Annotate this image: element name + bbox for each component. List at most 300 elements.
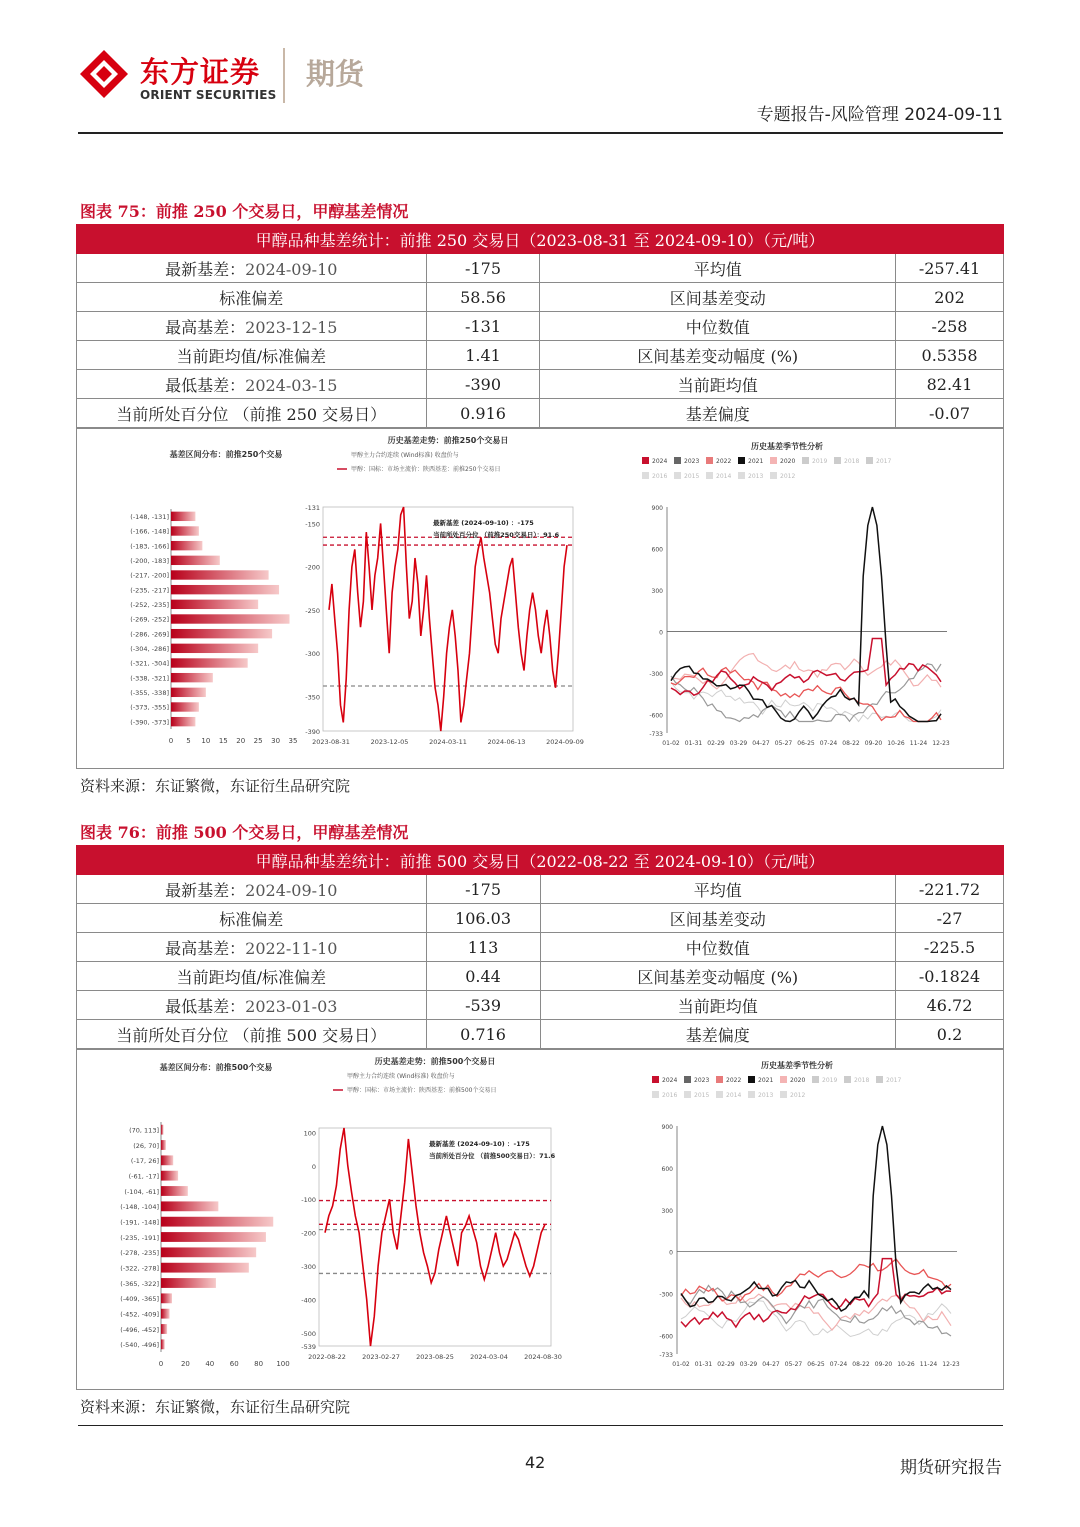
row-label: 区间基差变动幅度 (%) (540, 341, 896, 370)
row-label: 中位数值 (540, 312, 896, 341)
histogram-bar (161, 1263, 249, 1273)
histogram-bar (161, 1217, 273, 1227)
histogram-category-label: (-235, -217] (130, 586, 169, 595)
figure-75-chart-panel (76, 428, 1004, 769)
row-value: 46.72 (896, 991, 1004, 1020)
histogram-bar (171, 702, 199, 711)
seasonal-y-tick-label: -300 (649, 671, 663, 679)
row-label: 基差偏度 (540, 399, 896, 428)
row-label: 标准偏差 (219, 288, 284, 308)
figure-75-charts (77, 429, 1005, 770)
brand-name-cn: 东方证券 (140, 55, 261, 89)
histogram-bar (171, 673, 213, 682)
table-row (77, 962, 1004, 991)
histogram-category-label: (-235, -191] (120, 1233, 159, 1242)
seasonal-x-tick-label: 04-27 (762, 1361, 780, 1368)
histogram-tick-label: 20 (236, 737, 246, 745)
seasonal-legend-label: 2016 (652, 473, 668, 480)
seasonal-y-tick-label: 300 (651, 588, 663, 596)
histogram-bar (171, 717, 195, 726)
trend-title: 历史基差走势：前推500个交易日 (374, 1057, 496, 1066)
seasonal-legend-label: 2016 (662, 1092, 678, 1099)
seasonal-legend-label: 2012 (790, 1092, 806, 1099)
trend-x-tick-label: 2023-02-27 (362, 1353, 400, 1361)
table-header: 甲醇品种基差统计：前推 250 交易日（2023-08-31 至 2024-09-10）（元/吨） (77, 225, 1004, 254)
seasonal-legend-swatch (834, 457, 841, 464)
seasonal-x-tick-label: 11-24 (919, 1361, 938, 1368)
row-label: 最新基差： (165, 880, 246, 900)
histogram-category-label: (-61, -17] (128, 1172, 159, 1181)
seasonal-x-tick-label: 01-31 (694, 1361, 713, 1368)
histogram-bar (161, 1186, 188, 1196)
row-value: -221.72 (896, 875, 1004, 904)
seasonal-legend-swatch (844, 1076, 851, 1083)
seasonal-legend-swatch (876, 1076, 883, 1083)
seasonal-y-tick-label: -733 (659, 1352, 673, 1359)
seasonal-legend-label: 2017 (886, 1077, 902, 1084)
row-value: -131 (426, 312, 540, 341)
figure-75-stats-table (76, 224, 1004, 428)
histogram-bar (171, 512, 195, 521)
trend-series-line (325, 1128, 545, 1346)
seasonal-legend-swatch (642, 457, 649, 464)
trend-y-tick-label: -200 (305, 563, 320, 572)
seasonal-legend-swatch (716, 1076, 723, 1083)
row-value: 82.41 (896, 370, 1004, 399)
row-value: -0.07 (896, 399, 1004, 428)
logo-divider (283, 48, 285, 103)
row-label: 当前距均值/标准偏差 (176, 967, 326, 987)
seasonal-legend-label: 2014 (716, 473, 732, 480)
seasonal-y-tick-label: 600 (661, 1165, 673, 1173)
figure-76-title: 图表 76：前推 500 个交易日，甲醇基差情况 (80, 823, 409, 842)
histogram-bar (171, 570, 269, 579)
row-value: -539 (426, 991, 540, 1020)
row-date: 2024-09-10 (245, 880, 338, 900)
histogram-category-label: (-452, -409] (120, 1310, 159, 1319)
histogram-category-label: (-540, -496] (120, 1341, 159, 1350)
row-value: -27 (896, 904, 1004, 933)
table-row (77, 1020, 1004, 1049)
figure-76-charts (77, 1050, 1005, 1391)
seasonal-x-tick-label: 09-20 (864, 740, 883, 747)
histogram-bar (161, 1171, 178, 1181)
row-value: 113 (426, 933, 540, 962)
seasonal-x-tick-label: 02-29 (717, 1361, 735, 1368)
seasonal-legend-swatch (770, 457, 777, 464)
table-row (77, 312, 1004, 341)
histogram-category-label: (-200, -183] (130, 556, 169, 565)
row-value: 0.44 (426, 962, 540, 991)
figure-76-chart-panel (76, 1049, 1004, 1390)
trend-legend-line2: 甲醇：国标：市场主流价：陕西基差：前推500个交易日 (347, 1087, 497, 1094)
trend-annotation-percentile: 当前所处百分位 （前推250交易日）：91.6 (433, 531, 560, 539)
table-row (77, 904, 1004, 933)
histogram-tick-label: 5 (186, 737, 191, 745)
histogram-category-label: (-321, -304] (130, 659, 169, 668)
row-date: 2024-03-15 (245, 375, 338, 395)
seasonal-x-tick-label: 07-24 (819, 740, 838, 747)
histogram-bar (171, 658, 248, 667)
seasonal-legend-label: 2024 (652, 458, 668, 465)
row-value: 0.5358 (896, 341, 1004, 370)
seasonal-x-tick-label: 10-26 (887, 740, 905, 747)
trend-legend-line1: 甲醇主力合约连续 (Wind标准) 收盘价与 (351, 452, 459, 459)
row-value: 202 (896, 283, 1004, 312)
seasonal-y-tick-label: -733 (649, 731, 663, 738)
trend-x-tick-label: 2023-08-25 (416, 1353, 454, 1361)
seasonal-year-line (671, 668, 941, 722)
page-header (78, 40, 1003, 135)
trend-y-tick-label: -300 (301, 1263, 316, 1272)
row-label: 中位数值 (540, 933, 896, 962)
trend-x-tick-label: 2024-08-30 (524, 1353, 562, 1361)
seasonal-legend-swatch (684, 1091, 691, 1098)
seasonal-legend-swatch (866, 457, 873, 464)
histogram-tick-label: 30 (271, 737, 281, 745)
row-label: 当前所处百分位 （前推 250 交易日） (116, 404, 387, 424)
histogram-bar (171, 600, 258, 609)
seasonal-legend-label: 2021 (758, 1077, 774, 1084)
histogram-category-label: (-322, -278] (120, 1264, 159, 1273)
seasonal-x-tick-label: 06-25 (797, 740, 815, 747)
histogram-bar (171, 629, 272, 638)
trend-x-tick-label: 2023-08-31 (312, 738, 350, 746)
trend-y-tick-label: -200 (301, 1229, 316, 1238)
trend-y-tick-label: -131 (305, 504, 320, 512)
seasonal-year-line (671, 654, 941, 689)
histogram-category-label: (-409, -365] (120, 1295, 159, 1304)
row-value: -175 (426, 875, 540, 904)
row-label: 平均值 (540, 875, 896, 904)
trend-y-tick-label: -100 (301, 1196, 316, 1205)
trend-title: 历史基差走势：前推250个交易日 (387, 436, 509, 445)
seasonal-legend-swatch (812, 1076, 819, 1083)
histogram-bar (171, 644, 258, 653)
histogram-category-label: (-496, -452] (120, 1325, 159, 1334)
row-label: 平均值 (540, 254, 896, 283)
row-label: 基差偏度 (540, 1020, 896, 1049)
seasonal-legend-label: 2015 (684, 473, 700, 480)
seasonal-legend-swatch (642, 472, 649, 479)
histogram-category-label: (-304, -286] (130, 644, 169, 653)
trend-legend-line2: 甲醇：国标：市场主流价：陕西基差：前推250个交易日 (351, 466, 501, 473)
seasonal-legend-swatch (802, 457, 809, 464)
seasonal-x-tick-label: 03-29 (739, 1361, 758, 1368)
histogram-tick-label: 60 (229, 1360, 239, 1368)
row-value: 0.2 (896, 1020, 1004, 1049)
seasonal-legend-swatch (652, 1091, 659, 1098)
figure-75-title: 图表 75：前推 250 个交易日，甲醇基差情况 (80, 202, 409, 221)
histogram-bar (171, 556, 220, 565)
seasonal-x-tick-label: 07-24 (829, 1361, 848, 1368)
seasonal-x-tick-label: 01-02 (672, 1361, 690, 1368)
histogram-category-label: (-390, -373] (130, 718, 169, 727)
histogram-bar (161, 1324, 167, 1334)
seasonal-legend-label: 2023 (694, 1077, 710, 1084)
seasonal-x-tick-label: 02-29 (707, 740, 725, 747)
histogram-bar (171, 585, 279, 594)
row-date: 2024-09-10 (245, 259, 338, 279)
row-label: 标准偏差 (219, 909, 284, 929)
histogram-category-label: (-252, -235] (130, 600, 169, 609)
seasonal-legend-swatch (706, 457, 713, 464)
seasonal-title: 历史基差季节性分析 (751, 442, 823, 451)
histogram-category-label: (-373, -355] (130, 703, 169, 712)
row-label: 区间基差变动 (540, 283, 896, 312)
row-value: 0.716 (426, 1020, 540, 1049)
row-label: 最高基差： (165, 317, 246, 337)
seasonal-x-tick-label: 06-25 (807, 1361, 825, 1368)
seasonal-legend-label: 2014 (726, 1092, 742, 1099)
histogram-category-label: (-104, -61] (124, 1187, 159, 1196)
seasonal-legend-swatch (738, 472, 745, 479)
seasonal-legend-swatch (738, 457, 745, 464)
trend-y-tick-label: -500 (301, 1329, 316, 1338)
seasonal-x-tick-label: 10-26 (897, 1361, 915, 1368)
trend-series-line (329, 507, 567, 731)
trend-x-tick-label: 2024-03-04 (470, 1353, 508, 1361)
trend-y-tick-label: -390 (305, 728, 320, 736)
orient-logo-icon (78, 48, 130, 100)
row-label: 区间基差变动幅度 (%) (540, 962, 896, 991)
row-value: -390 (426, 370, 540, 399)
trend-y-tick-label: -400 (301, 1296, 316, 1305)
row-label: 当前所处百分位 （前推 500 交易日） (116, 1025, 387, 1045)
histogram-bar (161, 1155, 173, 1165)
division-name: 期货 (306, 57, 365, 91)
seasonal-x-tick-label: 08-22 (852, 1361, 870, 1368)
table-header: 甲醇品种基差统计：前推 500 交易日（2022-08-22 至 2024-09-10）（元/吨） (77, 846, 1004, 875)
row-value: 58.56 (426, 283, 540, 312)
trend-x-tick-label: 2022-08-22 (308, 1353, 346, 1361)
table-row (77, 341, 1004, 370)
row-label: 区间基差变动 (540, 904, 896, 933)
trend-annotation-latest: 最新基差 (2024-09-10) ：-175 (433, 519, 534, 527)
seasonal-legend-label: 2021 (748, 458, 764, 465)
report-tag: 专题报告-风险管理 2024-09-11 (756, 105, 1003, 125)
seasonal-year-line (671, 682, 941, 721)
histogram-category-label: (-355, -338] (130, 688, 169, 697)
histogram-tick-label: 10 (201, 737, 211, 745)
trend-y-tick-label: 0 (311, 1162, 316, 1171)
histogram-bar (161, 1247, 256, 1257)
seasonal-legend-swatch (780, 1091, 787, 1098)
seasonal-x-tick-label: 03-29 (729, 740, 748, 747)
row-date: 2023-12-15 (245, 317, 338, 337)
trend-x-tick-label: 2023-12-05 (370, 738, 409, 746)
seasonal-legend-label: 2020 (790, 1077, 806, 1084)
seasonal-legend-label: 2012 (780, 473, 796, 480)
histogram-tick-label: 0 (158, 1360, 164, 1368)
histogram-bar (161, 1293, 172, 1303)
trend-y-tick-label: -539 (301, 1343, 316, 1351)
trend-x-tick-label: 2024-06-13 (487, 738, 526, 746)
page-number: 42 (525, 1453, 546, 1472)
row-value: 106.03 (426, 904, 540, 933)
histogram-bar (171, 688, 206, 697)
seasonal-legend-label: 2013 (748, 473, 764, 480)
row-label: 最低基差： (165, 996, 246, 1016)
histogram-category-label: (-17, 26] (130, 1157, 159, 1166)
seasonal-y-tick-label: 300 (661, 1207, 673, 1215)
trend-x-tick-label: 2024-09-09 (546, 738, 584, 746)
row-label: 当前距均值/标准偏差 (176, 346, 326, 366)
seasonal-legend-swatch (748, 1076, 755, 1083)
seasonal-legend-swatch (748, 1091, 755, 1098)
histogram-tick-label: 80 (254, 1360, 264, 1368)
row-value: -225.5 (896, 933, 1004, 962)
table-row (77, 370, 1004, 399)
seasonal-x-tick-label: 01-31 (684, 740, 703, 747)
histogram-category-label: (-166, -148] (130, 527, 169, 536)
footer-rule (78, 1425, 1003, 1426)
seasonal-legend-label: 2022 (726, 1077, 742, 1084)
row-label: 当前距均值 (540, 991, 896, 1020)
histogram-title: 基差区间分布：前推250个交易 (169, 450, 283, 459)
seasonal-legend-swatch (706, 472, 713, 479)
seasonal-y-tick-label: -600 (649, 712, 663, 720)
table-row (77, 283, 1004, 312)
seasonal-legend-label: 2022 (716, 458, 732, 465)
seasonal-title: 历史基差季节性分析 (761, 1061, 833, 1070)
seasonal-x-tick-label: 01-02 (662, 740, 680, 747)
histogram-category-label: (-148, -131] (130, 512, 169, 521)
seasonal-x-tick-label: 12-23 (942, 1361, 960, 1368)
histogram-category-label: (-365, -322] (120, 1279, 159, 1288)
histogram-bar (161, 1278, 216, 1288)
seasonal-legend-swatch (716, 1091, 723, 1098)
seasonal-legend-label: 2019 (822, 1077, 838, 1084)
row-date: 2022-11-10 (245, 938, 338, 958)
seasonal-y-tick-label: 600 (651, 546, 663, 554)
seasonal-legend-swatch (674, 472, 681, 479)
histogram-bar (161, 1201, 218, 1211)
seasonal-y-tick-label: 900 (651, 505, 663, 512)
table-row (77, 875, 1004, 904)
seasonal-legend-label: 2018 (854, 1077, 870, 1084)
row-value: 0.916 (426, 399, 540, 428)
histogram-bar (171, 526, 199, 535)
trend-annotation-latest: 最新基差 (2024-09-10) ：-175 (429, 1140, 530, 1148)
histogram-category-label: (-269, -252] (130, 615, 169, 624)
figure-76-source: 资料来源：东证繁微，东证衍生品研究院 (80, 1398, 351, 1416)
seasonal-legend-swatch (684, 1076, 691, 1083)
seasonal-year-line (681, 1126, 951, 1311)
seasonal-y-tick-label: 0 (659, 629, 663, 637)
table-row (77, 991, 1004, 1020)
histogram-bar (171, 614, 290, 623)
row-value: -257.41 (896, 254, 1004, 283)
seasonal-legend-label: 2018 (844, 458, 860, 465)
seasonal-x-tick-label: 09-20 (874, 1361, 893, 1368)
histogram-category-label: (70, 113] (129, 1126, 159, 1135)
row-value: 1.41 (426, 341, 540, 370)
seasonal-x-tick-label: 05-27 (784, 1361, 803, 1368)
histogram-category-label: (-286, -269] (130, 630, 169, 639)
histogram-bar (161, 1339, 165, 1349)
row-label: 最低基差： (165, 375, 246, 395)
seasonal-legend-label: 2024 (662, 1077, 678, 1084)
histogram-category-label: (-191, -148] (120, 1218, 159, 1227)
row-label: 当前距均值 (540, 370, 896, 399)
histogram-tick-label: 15 (218, 737, 228, 745)
histogram-bar (161, 1232, 266, 1242)
histogram-tick-label: 25 (253, 737, 263, 745)
seasonal-legend-label: 2013 (758, 1092, 774, 1099)
trend-annotation-percentile: 当前所处百分位 （前推500交易日）：71.6 (429, 1152, 556, 1160)
row-label: 最高基差： (165, 938, 246, 958)
trend-y-tick-label: -150 (305, 520, 320, 529)
seasonal-x-tick-label: 11-24 (909, 740, 928, 747)
trend-y-tick-label: -350 (305, 693, 320, 702)
seasonal-legend-swatch (652, 1076, 659, 1083)
histogram-category-label: (-338, -321] (130, 674, 169, 683)
seasonal-x-tick-label: 05-27 (774, 740, 793, 747)
seasonal-year-line (681, 1301, 951, 1337)
histogram-category-label: (-148, -104] (120, 1203, 159, 1212)
seasonal-y-tick-label: -600 (659, 1333, 673, 1341)
seasonal-legend-label: 2019 (812, 458, 828, 465)
histogram-tick-label: 0 (168, 737, 174, 745)
row-value: -0.1824 (896, 962, 1004, 991)
seasonal-legend-swatch (674, 457, 681, 464)
histogram-tick-label: 40 (205, 1360, 215, 1368)
row-value: -175 (426, 254, 540, 283)
seasonal-x-tick-label: 12-23 (932, 740, 950, 747)
table-row (77, 399, 1004, 428)
seasonal-x-tick-label: 08-22 (842, 740, 860, 747)
row-value: -258 (896, 312, 1004, 341)
footer-tag: 期货研究报告 (900, 1458, 1002, 1478)
histogram-bar (171, 541, 202, 550)
table-row (77, 254, 1004, 283)
histogram-tick-label: 35 (288, 737, 298, 745)
histogram-category-label: (-278, -235] (120, 1249, 159, 1258)
trend-x-tick-label: 2024-03-11 (429, 738, 467, 746)
row-label: 最新基差： (165, 259, 246, 279)
trend-y-tick-label: -250 (305, 606, 320, 615)
histogram-title: 基差区间分布：前推500个交易 (159, 1063, 273, 1072)
trend-legend-line1: 甲醇主力合约连续 (Wind标准) 收盘价与 (347, 1073, 455, 1080)
header-rule (78, 132, 1003, 134)
seasonal-legend-label: 2017 (876, 458, 892, 465)
seasonal-legend-label: 2015 (694, 1092, 710, 1099)
brand-name-en: ORIENT SECURITIES (140, 88, 277, 102)
seasonal-x-tick-label: 04-27 (752, 740, 770, 747)
seasonal-y-tick-label: 0 (669, 1249, 673, 1257)
histogram-category-label: (26, 70] (133, 1141, 159, 1150)
seasonal-legend-swatch (770, 472, 777, 479)
row-date: 2023-01-03 (245, 996, 338, 1016)
histogram-category-label: (-183, -166] (130, 542, 169, 551)
seasonal-legend-label: 2023 (684, 458, 700, 465)
seasonal-legend-swatch (780, 1076, 787, 1083)
histogram-tick-label: 20 (180, 1360, 190, 1368)
figure-75-source: 资料来源：东证繁微，东证衍生品研究院 (80, 777, 351, 795)
histogram-bar (161, 1309, 170, 1319)
histogram-category-label: (-217, -200] (130, 571, 169, 580)
histogram-bar (161, 1125, 163, 1135)
seasonal-legend-label: 2020 (780, 458, 796, 465)
trend-y-tick-label: -300 (305, 650, 320, 659)
figure-76-stats-table (76, 845, 1004, 1049)
table-row (77, 933, 1004, 962)
trend-y-tick-label: 100 (303, 1129, 316, 1138)
seasonal-y-tick-label: 900 (661, 1124, 673, 1131)
histogram-tick-label: 100 (276, 1360, 290, 1368)
histogram-bar (161, 1140, 166, 1150)
